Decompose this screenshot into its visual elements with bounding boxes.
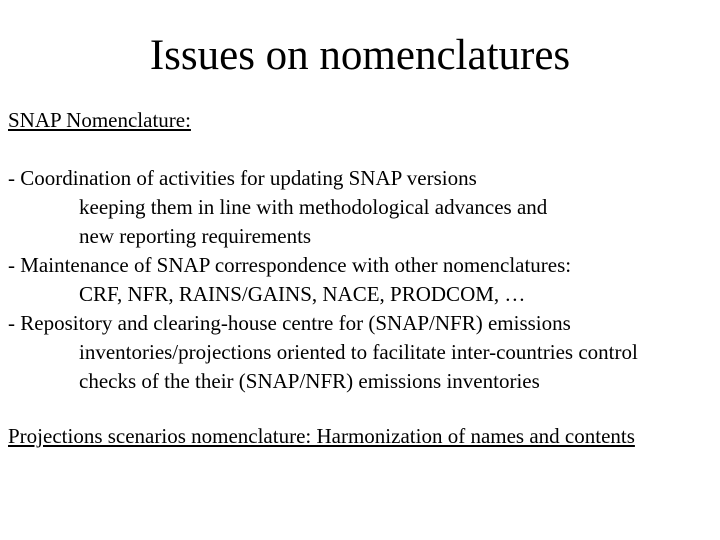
bullet-coordination: - Coordination of activities for updating SNAP versions bbox=[8, 166, 477, 190]
slide-title: Issues on nomenclatures bbox=[149, 32, 571, 79]
bullet-maintenance: - Maintenance of SNAP correspondence with other nomenclatures: bbox=[8, 253, 572, 277]
bullet-coordination-continued: new reporting requirements bbox=[79, 224, 312, 248]
bullet-repository-continued: inventories/projections oriented to facilitate inter-countries control bbox=[79, 340, 638, 364]
snap-nomenclature-heading: SNAP Nomenclature: bbox=[8, 108, 191, 132]
projections-nomenclature-heading: Projections scenarios nomenclature: Harmonization of names and contents bbox=[8, 424, 635, 448]
snap-issues-list bbox=[8, 164, 720, 396]
bullet-repository: - Repository and clearing-house centre for (SNAP/NFR) emissions bbox=[8, 311, 571, 335]
bullet-repository-continued: checks of the their (SNAP/NFR) emissions inventories bbox=[79, 369, 540, 393]
bullet-coordination-continued: keeping them in line with methodological advances and bbox=[79, 195, 548, 219]
bullet-maintenance-continued: CRF, NFR, RAINS/GAINS, NACE, PRODCOM, … bbox=[79, 282, 526, 306]
